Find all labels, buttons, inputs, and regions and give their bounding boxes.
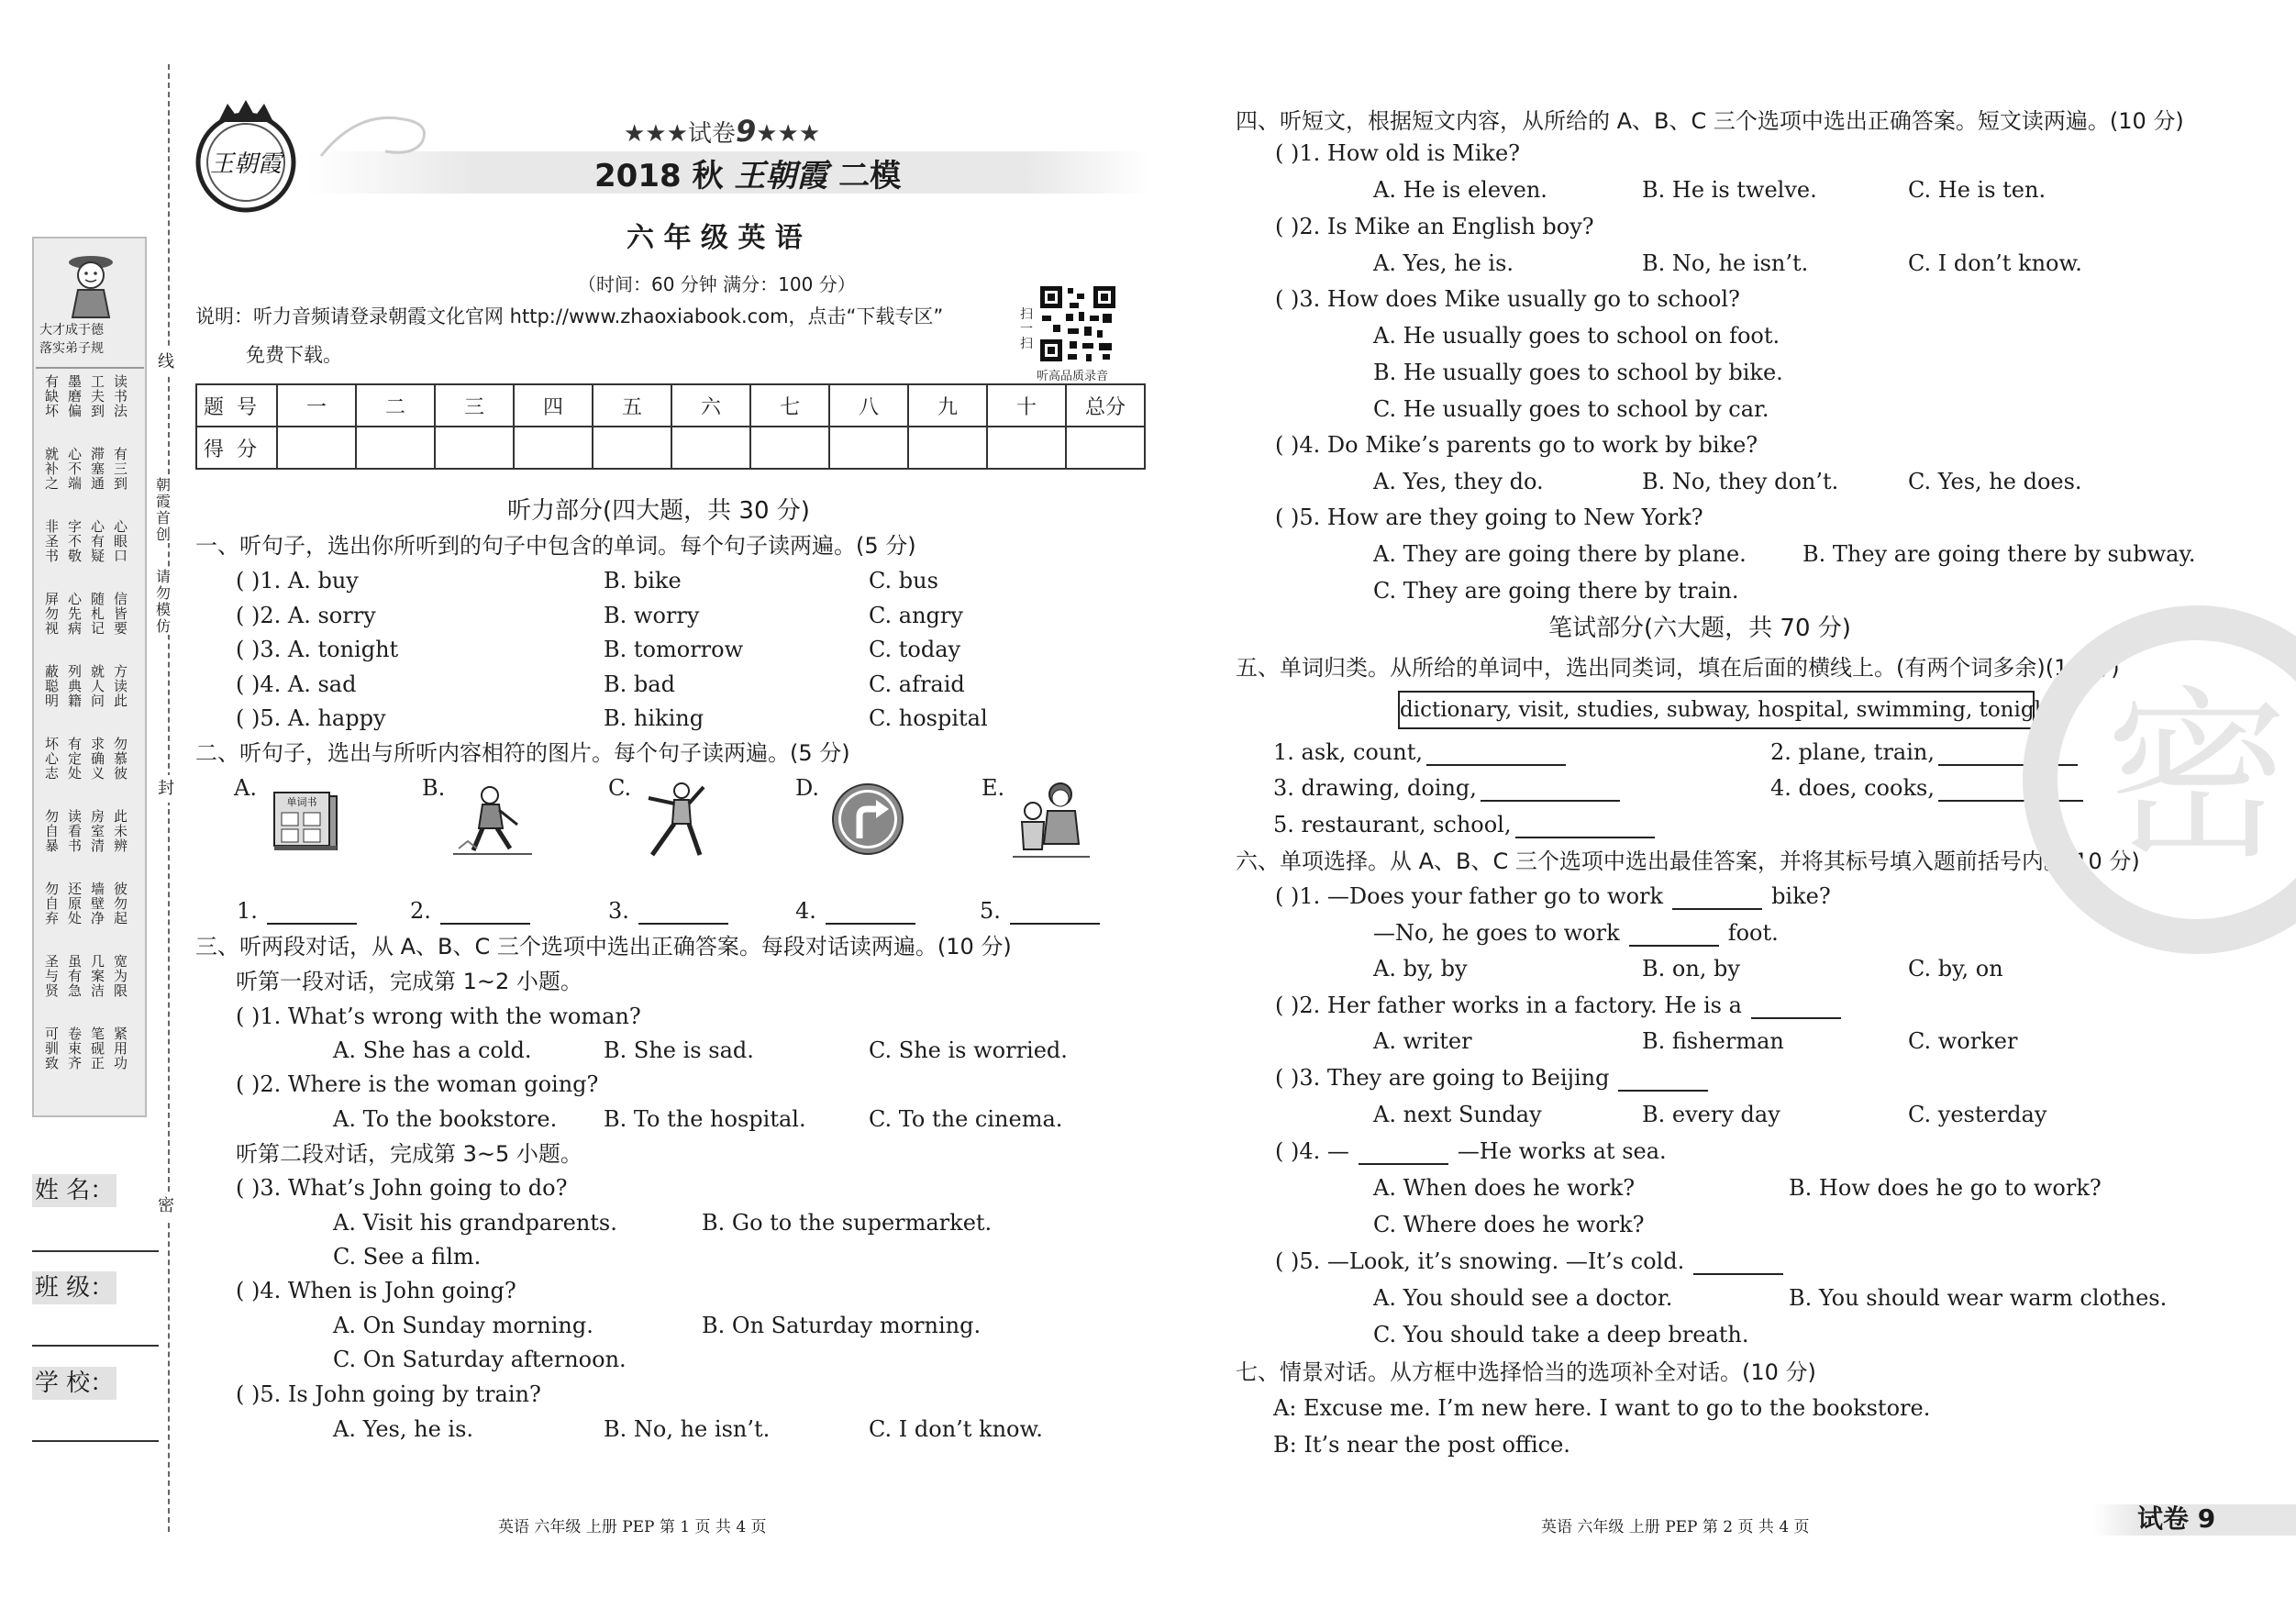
pic-label-a: A.	[234, 775, 257, 801]
answer-blank[interactable]	[1481, 778, 1620, 802]
part5-title: 五、单词归类。从所给的单词中，选出同类词，填在后面的横线上。(有两个词多余)(10 分)	[1236, 655, 2120, 681]
score-cell[interactable]	[435, 427, 514, 469]
part1-option-c: C. afraid	[869, 671, 965, 697]
pic-label-b: B.	[422, 775, 446, 801]
part3-option: A. Yes, he is.	[333, 1416, 474, 1442]
motto-block: 有墨工读缺磨夫书坏偏到法	[45, 373, 138, 419]
part6-title: 六、单项选择。从 A、B、C 三个选项中选出最佳答案，并将其标号填入题前括号内。(10 分)	[1236, 848, 2140, 874]
part2-answer-number: 5.	[980, 898, 1001, 924]
part3-option: C. I don’t know.	[869, 1416, 1043, 1442]
side-label-no-copy: 请勿模仿	[156, 568, 172, 635]
answer-blank[interactable]	[1426, 742, 1566, 766]
part2-answer-number: 1.	[237, 898, 258, 924]
part6-option: C. by, on	[1908, 956, 2003, 981]
part1-title: 一、听句子，选出你所听到的句子中包含的单词。每个句子读两遍。(5 分)	[195, 533, 916, 559]
part2-answer	[795, 897, 915, 925]
score-cell[interactable]	[593, 427, 671, 469]
pic-label-c: C.	[608, 775, 632, 801]
part5-item-words: 1. ask, count,	[1273, 739, 1424, 765]
subject-title: 六 年 级 英 语	[627, 222, 803, 254]
part6-question	[1275, 1064, 1717, 1092]
part1-option-c: C. hospital	[869, 705, 988, 731]
part4-option: A. They are going there by plane.	[1373, 541, 1747, 567]
time-info: （时间：60 分钟 满分：100 分）	[578, 273, 856, 295]
part3-option: B. No, he isn’t.	[604, 1416, 771, 1442]
part1-question: ( )1. A. buy	[236, 568, 359, 593]
motto-grid	[41, 374, 140, 1108]
part6-question	[1275, 1137, 1667, 1165]
secret-watermark-icon: 密	[2023, 605, 2296, 954]
score-cell[interactable]	[1066, 427, 1145, 469]
part6-question-text: ( )5. —Look, it’s snowing. —It’s cold.	[1275, 1248, 1685, 1274]
part1-option-b: B. bike	[604, 568, 682, 593]
part3-option: C. She is worried.	[869, 1037, 1068, 1063]
qr-code-icon[interactable]	[1038, 284, 1117, 363]
motto-block: 勿读房此自看室未暴书清辨	[45, 808, 138, 854]
note-line-2: 免费下载。	[246, 344, 342, 366]
part3-title: 三、听两段对话，从 A、B、C 三个选项中选出正确答案。每段对话读两遍。(10 分)	[195, 934, 1012, 959]
part2-answer-number: 4.	[795, 898, 816, 924]
part4-option: C. I don’t know.	[1908, 250, 2082, 276]
motto-block: 非字心心圣不有眼书敬疑口	[45, 518, 138, 564]
part4-option: B. They are going there by subway.	[1802, 541, 2196, 567]
part6-question-end: —He works at sea.	[1457, 1138, 1667, 1164]
part6-option: A. When does he work?	[1373, 1175, 1636, 1201]
answer-blank[interactable]	[1693, 1251, 1783, 1275]
part4-option: A. He is eleven.	[1373, 177, 1547, 203]
score-header-cell: 九	[908, 384, 987, 427]
score-header-cell: 三	[435, 384, 514, 427]
motto-block: 屏心随信勿先札皆视病记要	[45, 591, 138, 637]
motto-block: 勿还墙彼自原壁勿弃处净起	[45, 881, 138, 926]
turn-right-sign-picture	[830, 782, 905, 857]
scholar-figure-icon	[54, 246, 128, 319]
part5-item	[1273, 811, 1655, 838]
part6-option: A. You should see a doctor.	[1373, 1285, 1673, 1311]
pic-label-e: E.	[982, 775, 1005, 801]
hiking-picture	[449, 784, 537, 858]
part6-option: A. writer	[1373, 1028, 1472, 1054]
answer-blank[interactable]	[826, 901, 915, 925]
part4-question: ( )5. How are they going to New York?	[1275, 505, 1703, 530]
class-field[interactable]	[32, 1345, 159, 1347]
exam-title: 2018 秋 王朝霞 二模	[594, 158, 902, 194]
school-label: 学 校：	[32, 1367, 116, 1400]
score-header-cell: 八	[829, 384, 908, 427]
name-label: 姓 名：	[32, 1174, 116, 1207]
answer-blank[interactable]	[1672, 886, 1762, 910]
part4-question: ( )2. Is Mike an English boy?	[1275, 214, 1594, 239]
score-header-cell: 总分	[1066, 384, 1145, 427]
part5-item	[1273, 774, 1620, 802]
part4-option: B. He is twelve.	[1642, 177, 1817, 203]
part6-option: C. Where does he work?	[1373, 1212, 1645, 1237]
part5-item-words: 2. plane, train,	[1770, 739, 1935, 765]
part4-option: C. He is ten.	[1908, 177, 2046, 203]
part6-question-cont-text: —No, he goes to work	[1373, 920, 1620, 946]
answer-blank[interactable]	[1618, 1068, 1708, 1092]
part4-option: A. Yes, he is.	[1373, 250, 1514, 276]
score-header-cell: 二	[356, 384, 435, 427]
part1-question: ( )5. A. happy	[236, 705, 386, 731]
score-header-cell: 四	[514, 384, 593, 427]
people-picture	[1009, 780, 1093, 860]
ribbon-decoration-icon	[312, 101, 440, 174]
qr-side-label: 扫一扫	[1020, 307, 1033, 351]
school-field[interactable]	[32, 1440, 159, 1442]
part4-question: ( )4. Do Mike’s parents go to work by bike?	[1275, 432, 1758, 458]
part4-option: A. Yes, they do.	[1373, 469, 1544, 494]
part3-option: C. On Saturday afternoon.	[333, 1347, 627, 1372]
part2-title: 二、听句子，选出与所听内容相符的图片。每个句子读两遍。(5 分)	[195, 740, 850, 766]
part4-option: A. He usually goes to school on foot.	[1373, 323, 1780, 349]
part4-option: C. Yes, he does.	[1908, 469, 2082, 494]
footer-left: 英语 六年级 上册 PEP 第 1 页 共 4 页	[498, 1518, 767, 1536]
score-cell[interactable]	[750, 427, 829, 469]
part4-option: C. He usually goes to school by car.	[1373, 396, 1769, 422]
score-header-cell: 一	[277, 384, 356, 427]
part3-question: ( )1. What’s wrong with the woman?	[236, 1004, 641, 1029]
part4-question: ( )1. How old is Mike?	[1275, 140, 1521, 166]
part3-option: B. She is sad.	[604, 1037, 754, 1063]
answer-blank[interactable]	[1629, 923, 1719, 947]
part4-option: B. No, he isn’t.	[1642, 250, 1809, 276]
part6-option: A. next Sunday	[1373, 1102, 1542, 1127]
word-box: dictionary, visit, studies, subway, hospital, swimming, tonight	[1398, 691, 2035, 729]
part2-answer	[608, 897, 728, 925]
part3-question: ( )4. When is John going?	[236, 1278, 516, 1303]
part6-question-cont-end: foot.	[1727, 920, 1779, 946]
part7-title: 七、情景对话。从方框中选择恰当的选项补全对话。(10 分)	[1236, 1359, 1816, 1385]
answer-blank[interactable]	[1515, 815, 1655, 838]
part3-option: C. To the cinema.	[869, 1106, 1063, 1132]
part3-option: A. On Sunday morning.	[333, 1313, 593, 1338]
part3-option: A. Visit his grandparents.	[333, 1210, 617, 1236]
part6-question-end: bike?	[1771, 883, 1831, 909]
answer-blank[interactable]	[440, 901, 530, 925]
part4-option: B. He usually goes to school by bike.	[1373, 360, 1783, 385]
score-header-cell: 六	[671, 384, 750, 427]
part6-option: C. yesterday	[1908, 1102, 2047, 1127]
kung-fu-picture	[638, 782, 720, 859]
part5-item-words: 4. does, cooks,	[1770, 775, 1935, 801]
dictionary-label: 单词书	[286, 796, 317, 808]
side-label-original: 朝霞首创	[156, 476, 172, 543]
score-header-cell: 十	[987, 384, 1066, 427]
answer-blank[interactable]	[267, 901, 357, 925]
part1-question: ( )4. A. sad	[236, 671, 357, 697]
side-label-seal: 封	[158, 775, 174, 803]
part6-option: C. You should take a deep breath.	[1373, 1322, 1749, 1347]
part3-question: ( )5. Is John going by train?	[236, 1381, 541, 1407]
motto-panel	[32, 237, 147, 1117]
score-cell[interactable]	[356, 427, 435, 469]
part1-option-b: B. tomorrow	[604, 637, 744, 662]
motto-block: 蔽列就方聪典人读明籍问此	[45, 663, 138, 709]
part3-option: B. To the hospital.	[604, 1106, 806, 1132]
part3-question: ( )3. What’s John going to do?	[236, 1175, 568, 1201]
qr-caption: 听高品质录音	[1037, 370, 1109, 383]
part6-option: C. worker	[1908, 1028, 2018, 1054]
answer-blank[interactable]	[1010, 901, 1100, 925]
score-cell[interactable]	[277, 427, 356, 469]
part6-option: B. on, by	[1642, 956, 1740, 981]
written-heading: 笔试部分(六大题，共 70 分)	[1548, 615, 1851, 642]
part3-option: B. Go to the supermarket.	[702, 1210, 993, 1236]
side-label-line: 线	[158, 349, 174, 376]
part4-title: 四、听短文，根据短文内容，从所给的 A、B、C 三个选项中选出正确答案。短文读两遍。(10 分)	[1236, 108, 2184, 134]
part6-option: A. by, by	[1373, 956, 1468, 981]
part3-question: ( )2. Where is the woman going?	[236, 1071, 599, 1097]
part1-option-c: C. today	[869, 637, 961, 662]
part2-answer	[410, 897, 530, 925]
part1-option-c: C. bus	[869, 568, 938, 593]
part2-answer-number: 2.	[410, 898, 431, 924]
corner-paper-label: 试卷 9	[2137, 1503, 2216, 1534]
part3-option: A. To the bookstore.	[333, 1106, 558, 1132]
part6-question	[1275, 882, 1831, 910]
brand-logo-icon	[182, 96, 310, 216]
paper-label: ★★★试卷9★★★	[624, 114, 821, 149]
pic-label-d: D.	[795, 775, 820, 801]
score-header-cell: 七	[750, 384, 829, 427]
answer-blank[interactable]	[1751, 995, 1841, 1019]
part1-option-b: B. hiking	[604, 705, 704, 731]
part6-question-cont	[1373, 919, 1779, 947]
score-header-cell: 题号	[196, 384, 277, 427]
listening-heading: 听力部分(四大题，共 30 分)	[507, 497, 810, 525]
answer-blank[interactable]	[1359, 1141, 1448, 1165]
score-cell[interactable]	[908, 427, 987, 469]
dialog-line-a: A: Excuse me. I’m new here. I want to go to the bookstore.	[1273, 1395, 1931, 1421]
note-line-1: 说明：听力音频请登录朝霞文化官网 http://www.zhaoxiabook.com，点击“下载专区”	[195, 305, 944, 327]
dialog-line-b: B: It’s near the post office.	[1273, 1432, 1570, 1458]
part6-option: B. every day	[1642, 1102, 1780, 1127]
part2-answer	[980, 897, 1100, 925]
dictionary-picture	[269, 789, 342, 853]
part3-option: A. She has a cold.	[333, 1037, 532, 1063]
motto-block: 就心滞有补不塞三之端通到	[45, 446, 138, 492]
score-cell[interactable]	[829, 427, 908, 469]
part6-question	[1275, 1248, 1792, 1275]
score-table	[195, 383, 1146, 470]
motto-top-2: 落实弟子规	[39, 341, 104, 356]
score-cell[interactable]	[671, 427, 750, 469]
part6-question	[1275, 992, 1850, 1019]
part1-question: ( )2. A. sorry	[236, 602, 376, 628]
dialog1-intro: 听第一段对话，完成第 1~2 小题。	[236, 969, 582, 994]
part4-option: C. They are going there by train.	[1373, 578, 1739, 604]
score-cell[interactable]	[514, 427, 593, 469]
part5-item-words: 3. drawing, doing,	[1273, 775, 1477, 801]
part5-item-words: 5. restaurant, school,	[1273, 812, 1512, 837]
score-row-label: 得分	[196, 427, 277, 469]
answer-blank[interactable]	[638, 901, 728, 925]
score-cell[interactable]	[987, 427, 1066, 469]
side-label-secret: 密	[158, 1192, 174, 1220]
part3-option: C. See a film.	[333, 1244, 482, 1270]
motto-top-1: 大才成于德	[39, 323, 104, 338]
part6-question-text: ( )4. —	[1275, 1138, 1349, 1164]
part1-option-b: B. bad	[604, 671, 675, 697]
part1-question: ( )3. A. tonight	[236, 637, 399, 662]
score-header-cell: 五	[593, 384, 671, 427]
part6-option: B. You should wear warm clothes.	[1789, 1285, 2168, 1311]
part3-option: B. On Saturday morning.	[702, 1313, 982, 1338]
motto-block: 坏有求勿心定确慕志处义彼	[45, 736, 138, 782]
part4-question: ( )3. How does Mike usually go to school?	[1275, 286, 1740, 312]
name-field[interactable]	[32, 1250, 159, 1252]
part6-question-text: ( )2. Her father works in a factory. He is a	[1275, 993, 1742, 1018]
logo-text: 王朝霞	[209, 150, 283, 178]
part6-question-text: ( )3. They are going to Beijing	[1275, 1065, 1610, 1091]
part6-option: B. fisherman	[1642, 1028, 1784, 1054]
part6-option: B. How does he go to work?	[1789, 1175, 2102, 1201]
part2-answer-number: 3.	[608, 898, 629, 924]
part1-option-c: C. angry	[869, 602, 963, 628]
footer-right: 英语 六年级 上册 PEP 第 2 页 共 4 页	[1541, 1518, 1810, 1536]
part2-answer	[237, 897, 357, 925]
motto-block: 可卷笔紧驯束砚用致齐正功	[45, 1026, 138, 1071]
part6-question-text: ( )1. —Does your father go to work	[1275, 883, 1664, 909]
motto-block: 圣虽几宽与有案为贤急洁限	[45, 953, 138, 999]
part5-item	[1273, 738, 1566, 766]
part1-option-b: B. worry	[604, 602, 700, 628]
dialog2-intro: 听第二段对话，完成第 3~5 小题。	[236, 1141, 582, 1167]
part4-option: B. No, they don’t.	[1642, 469, 1839, 494]
class-label: 班 级：	[32, 1271, 116, 1304]
